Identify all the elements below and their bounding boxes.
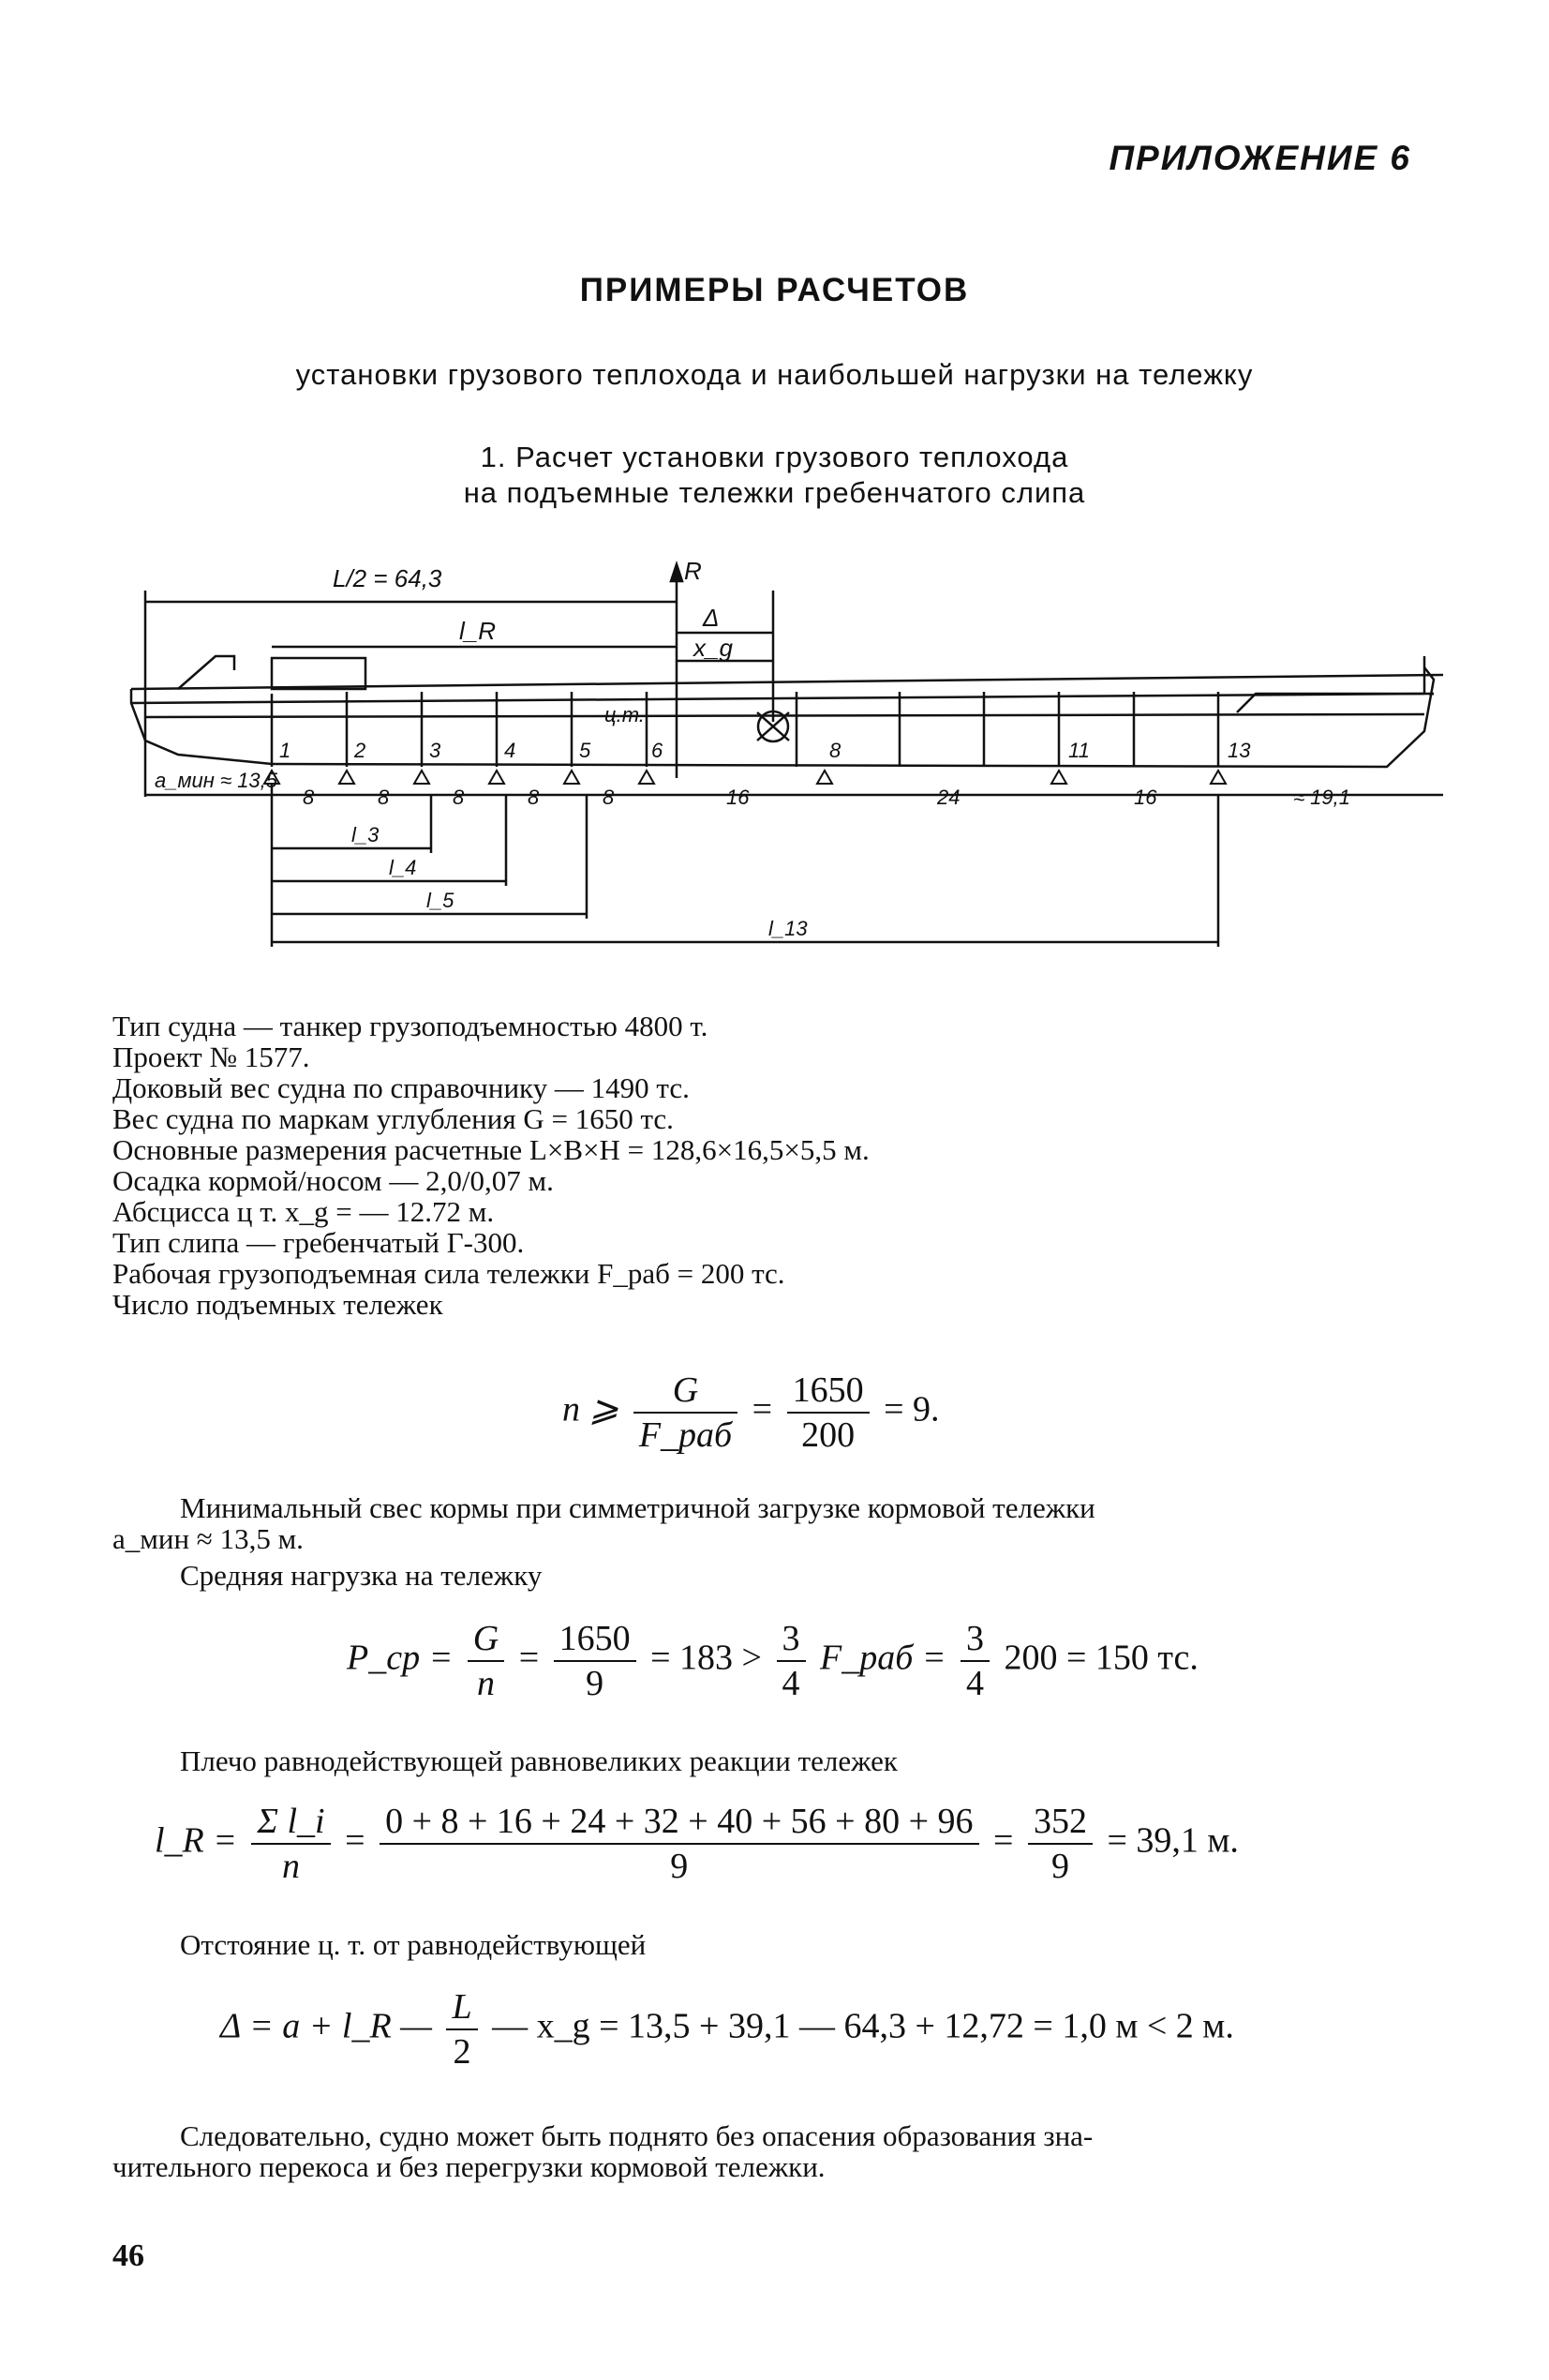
cart-number: 11 xyxy=(1068,739,1090,762)
cart-number: 2 xyxy=(354,739,366,762)
info-line: Проект № 1577. xyxy=(112,1040,310,1073)
ship-info xyxy=(112,1010,1424,1320)
spacing-label: 16 xyxy=(1134,786,1157,809)
label-delta: Δ xyxy=(703,604,720,632)
cart-number: 6 xyxy=(651,739,663,762)
spacing-label: 8 xyxy=(453,786,465,809)
spacing-label: 24 xyxy=(937,786,961,809)
label-l5: l_5 xyxy=(426,889,454,912)
spacing-label: ≈ 19,1 xyxy=(1293,786,1351,809)
info-line: Вес судна по маркам углубления G = 1650 тс. xyxy=(112,1102,674,1135)
formula-delta: Δ = a + l_R — $\frac{L}{2}$ — x_g = 13,5 + 39,1 — 64,3 + 12,72 = 1,0 м < 2 м. xyxy=(220,1987,1234,2072)
dim-half-length: L/2 = 64,3 xyxy=(333,564,442,592)
page-subtitle: установки грузового теплохода и наибольшей нагрузки на тележку xyxy=(295,358,1254,391)
spacing-label: 8 xyxy=(303,786,315,809)
section-heading-line2: на подъемные тележки гребенчатого слипа xyxy=(463,476,1086,509)
label-a-min: a_мин ≈ 13,5 xyxy=(155,769,278,792)
formula-n: n ⩾ $\frac{G}{\text{F\_раб}}$ = $\frac{1650}{200}$ = 9. xyxy=(562,1370,940,1455)
section-heading-line1: 1. Расчет установки грузового теплохода xyxy=(480,441,1069,473)
cart-number: 8 xyxy=(829,739,842,762)
info-line: Тип слипа — гребенчатый Г-300. xyxy=(112,1226,525,1259)
spacing-label: 8 xyxy=(528,786,540,809)
label-cg: ц.т. xyxy=(604,703,645,726)
formula-lR: l_R = $\frac{\text{Σ l\_i}}{n}$ = $\frac{0 + 8 + 16 + 24 + 32 + 40 + 56 + 80 + 96}{9}$ = $\frac{352}{9}$ = 39,1 м. xyxy=(155,1802,1239,1886)
info-line: Осадка кормой/носом — 2,0/0,07 м. xyxy=(112,1164,554,1197)
text-offset: Отстояние ц. т. от равнодействующей xyxy=(180,1928,647,1961)
page-number: 46 xyxy=(112,2238,144,2273)
info-line: Число подъемных тележек xyxy=(112,1288,443,1321)
cart-number: 4 xyxy=(504,739,516,762)
spacing-label: 16 xyxy=(726,786,750,809)
info-line: Тип судна — танкер грузоподъемностью 4800 т. xyxy=(112,1010,708,1042)
spacing-label: 8 xyxy=(378,786,390,809)
label-l3: l_3 xyxy=(351,823,380,846)
label-l4: l_4 xyxy=(389,856,417,879)
text-min-overhang: Минимальный свес кормы при симметричной загрузке кормовой тележки a_мин ≈ 13,5 м. xyxy=(112,1491,1095,1555)
ship-on-carts-diagram xyxy=(122,553,1443,956)
info-line: Доковый вес судна по справочнику — 1490 тс. xyxy=(112,1071,690,1104)
formula-p: P_ср = $\frac{G}{n}$ = $\frac{1650}{9}$ = 183 > $\frac{3}{4}$ F_раб = $\frac{3}{4}$ 200 = 150 тс. xyxy=(347,1619,1199,1703)
cart-number: 3 xyxy=(429,739,441,762)
label-lR: l_R xyxy=(459,617,497,645)
cart-number: 13 xyxy=(1228,739,1251,762)
appendix-label: ПРИЛОЖЕНИЕ 6 xyxy=(1109,139,1411,177)
cart-number: 1 xyxy=(279,739,291,762)
page-title: ПРИМЕРЫ РАСЧЕТОВ xyxy=(579,272,970,308)
spacing-label: 8 xyxy=(603,786,615,809)
cart-number: 5 xyxy=(579,739,591,762)
text-lever: Плечо равнодействующей равновеликих реакции тележек xyxy=(180,1744,898,1777)
info-line: Рабочая грузоподъемная сила тележки F_раб = 200 тс. xyxy=(112,1257,785,1290)
label-xg: x_g xyxy=(693,634,733,662)
conclusion: Следовательно, судно может быть поднято без опасения образования зна- чительного перекоса и без перегрузки кормовой тележки. xyxy=(112,2119,1094,2183)
info-line: Основные размерения расчетные L×B×H = 128,6×16,5×5,5 м. xyxy=(112,1133,870,1166)
label-R: R xyxy=(684,557,702,585)
text-avg-load: Средняя нагрузка на тележку xyxy=(180,1559,543,1592)
info-line: Абсцисса ц т. x_g = — 12.72 м. xyxy=(112,1195,495,1228)
label-l13: l_13 xyxy=(768,917,808,940)
